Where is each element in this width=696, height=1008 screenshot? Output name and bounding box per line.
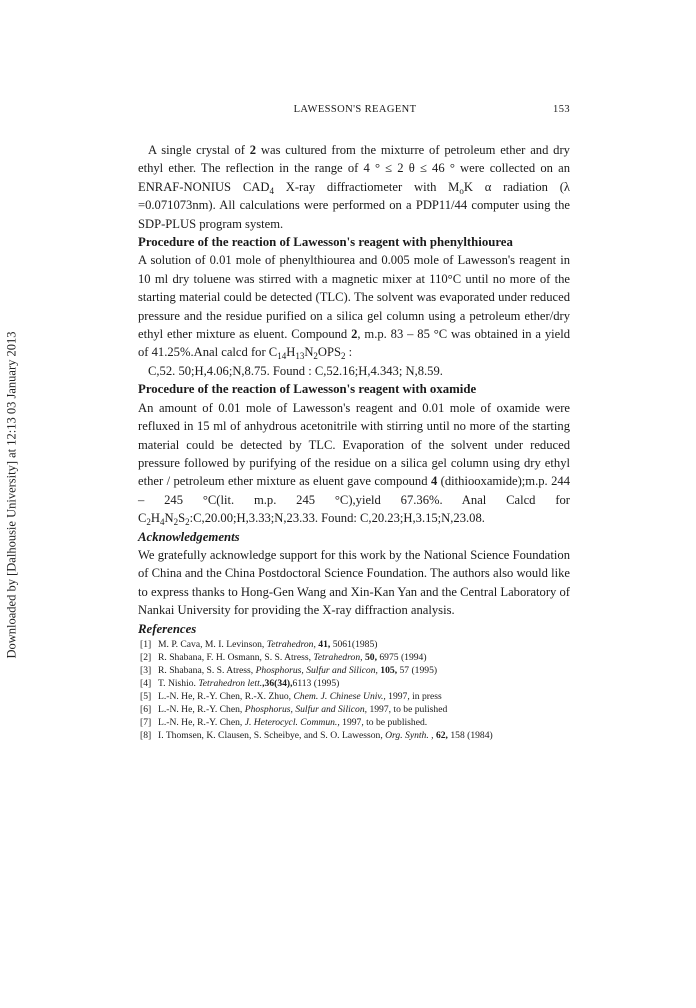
reference-item — [138, 651, 570, 664]
reference-volume: 50, — [364, 651, 377, 663]
acknowledgements-text: We gratefully acknowledge support for this work by the National Science Foundation of China and the China Postdoctoral Science Foundation. The authors also would like to express thanks to Hong-Gen Wang and Xin-Kan Yan and the Central Laboratory of Nankai University for providing the X-ray diffraction analysis. — [138, 547, 570, 618]
references-heading: References — [138, 621, 197, 636]
text-span: , m.p. 83 – 85 °C was obtained in a yield of 41.25%.Anal calcd for C — [138, 327, 571, 360]
analysis-line: C,52. 50;H,4.06;N,8.75. Found : C,52.16;H,4.343; N,8.59. — [148, 363, 443, 378]
reference-number: [4] — [140, 677, 152, 689]
subscript: 14 — [277, 351, 287, 362]
subscript: 2 — [313, 351, 318, 362]
reference-pages: 158 (1984) — [450, 729, 493, 741]
reference-pages: 1997, to be published. — [342, 716, 428, 728]
reference-authors: R. Shabana, S. S. Atress, — [158, 664, 254, 676]
subscript: 2 — [341, 351, 346, 362]
reference-authors: L.-N. He, R.-Y. Chen, — [158, 703, 243, 715]
text-span: A solution of 0.01 mole of phenylthiourea and 0.005 mole of Lawesson's reagent in 10 ml dry toluene was stirred with a magnetic mixer at 110°C until no more of the starting material could be detected (TLC). The solvent was evaporated under reduced pressure and the residue purified on a silica gel column using a petroleum ether/dry ethyl ether mixture as eluent. Compound — [138, 253, 570, 342]
subscript: 13 — [295, 351, 305, 362]
reference-item — [138, 690, 570, 703]
references-list — [138, 638, 570, 742]
text-span: K α radiation (λ =0.071073nm). All calculations were performed on a PDP11/44 computer using the SDP-PLUS program system. — [138, 179, 571, 231]
text-span: N — [164, 511, 174, 526]
reference-item — [138, 638, 570, 651]
reference-item — [138, 664, 570, 677]
reference-item — [138, 703, 570, 716]
reference-number: [5] — [140, 690, 152, 702]
text-span: H — [150, 511, 161, 526]
download-watermark — [0, 325, 24, 665]
text-span: : — [345, 345, 353, 360]
reference-number: [8] — [140, 729, 152, 741]
reference-volume: 41, — [318, 638, 331, 650]
reference-authors: M. P. Cava, M. I. Levinson, — [158, 638, 265, 650]
reference-journal: Org. Synth. , — [385, 729, 434, 741]
compound-number: 4 — [430, 474, 438, 489]
acknowledgements-heading: Acknowledgements — [138, 529, 240, 544]
reference-item — [138, 716, 570, 729]
page-number: 153 — [553, 104, 570, 115]
reference-authors: L.-N. He, R.-Y. Chen, — [158, 716, 243, 728]
subscript: 4 — [160, 517, 165, 528]
text-span: was cultured from the mixturre of petroleum ether and dry ethyl ether. The reflection in the range of 4 ° ≤ 2 θ ≤ 46 ° were collected on an ENRAF-NONIUS CAD — [138, 143, 570, 194]
reference-journal: Tetrahedron, — [313, 651, 363, 663]
reference-journal: J. Heterocycl. Commun., — [244, 716, 340, 728]
reference-number: [2] — [140, 651, 152, 663]
reference-pages: 57 (1995) — [399, 664, 438, 676]
text-span: H — [286, 345, 296, 360]
text-span: S — [178, 511, 186, 526]
reference-number: [1] — [140, 638, 152, 650]
reference-pages: 6975 (1994) — [379, 651, 427, 663]
subscript: 2 — [185, 517, 190, 528]
page-content — [138, 141, 570, 742]
reference-volume: 62, — [435, 729, 448, 741]
text-span: X-ray diffractiometer with M — [285, 179, 460, 194]
reference-pages: 1997, to be pulished — [369, 703, 448, 715]
reference-volume: 105, — [380, 664, 398, 676]
subscript: 2 — [146, 517, 151, 528]
text-span: :C,20.00;H,3.33;N,23.33. Found: C,20.23;H,3.15;N,23.08. — [189, 511, 485, 526]
reference-authors: I. Thomsen, K. Clausen, S. Scheibye, and S. O. Lawesson, — [158, 729, 383, 741]
section-heading-oxamide: Procedure of the reaction of Lawesson's reagent with oxamide — [138, 382, 477, 397]
text-span: An amount of 0.01 mole of Lawesson's reagent and 0.01 mole of oxamide were refluxed in 15 ml of anhydrous acetonitrile with stirring until no more of the starting material could be detected by TLC. Evaporation of the solvent under reduced pressure followed by purifying of the residue on a silica gel column using dry ethyl ether / petroleum ether mixture as eluent gave compound — [138, 400, 570, 489]
reference-number: [3] — [140, 664, 152, 676]
running-head-title: LAWESSON'S REAGENT — [293, 104, 417, 115]
reference-journal: Tetrahedron, — [266, 638, 316, 650]
text-span: A single crystal of — [148, 143, 245, 157]
compound-number: 2 — [351, 327, 358, 342]
download-watermark-text: Downloaded by [Dalhousie University] at 12:13 03 January 2013 — [4, 331, 19, 659]
reference-journal: Tetrahedron lett. — [198, 677, 263, 689]
paragraph-phenylthiourea — [138, 251, 570, 361]
compound-number: 2 — [249, 143, 257, 157]
reference-number: [6] — [140, 703, 152, 715]
reference-journal: Phosphorus, Sulfur and Silicon, — [244, 703, 368, 715]
text-span: (dithiooxamide);m.p. 244 – 245 °C(lit. m.p. 245 °C),yield 67.36%. Anal Calcd for C — [138, 474, 570, 526]
reference-journal: Chem. J. Chinese Univ., — [293, 690, 386, 702]
section-heading-phenylthiourea: Procedure of the reaction of Lawesson's reagent with phenylthiourea — [138, 235, 513, 250]
reference-volume: ,36(34), — [262, 677, 293, 689]
subscript: 2 — [173, 517, 179, 528]
reference-pages: 6113 (1995) — [292, 677, 340, 689]
reference-authors: L.-N. He, R.-Y. Chen, R.-X. Zhuo, — [158, 690, 292, 702]
subscript: 4 — [269, 185, 274, 196]
reference-item — [138, 729, 570, 742]
paragraph-crystal — [138, 141, 570, 233]
text-span: N — [304, 345, 314, 360]
reference-number: [7] — [140, 716, 152, 728]
reference-pages: 1997, in press — [388, 690, 442, 702]
reference-pages: 5061(1985) — [332, 638, 378, 650]
reference-authors: R. Shabana, F. H. Osmann, S. S. Atress, — [158, 651, 312, 663]
reference-journal: Phosphorus, Sulfur and Silicon, — [255, 664, 378, 676]
text-span: OPS — [317, 345, 342, 360]
reference-item — [138, 677, 570, 690]
subscript: o — [459, 185, 464, 196]
paragraph-oxamide — [138, 399, 570, 528]
reference-authors: T. Nishio. — [158, 677, 196, 689]
